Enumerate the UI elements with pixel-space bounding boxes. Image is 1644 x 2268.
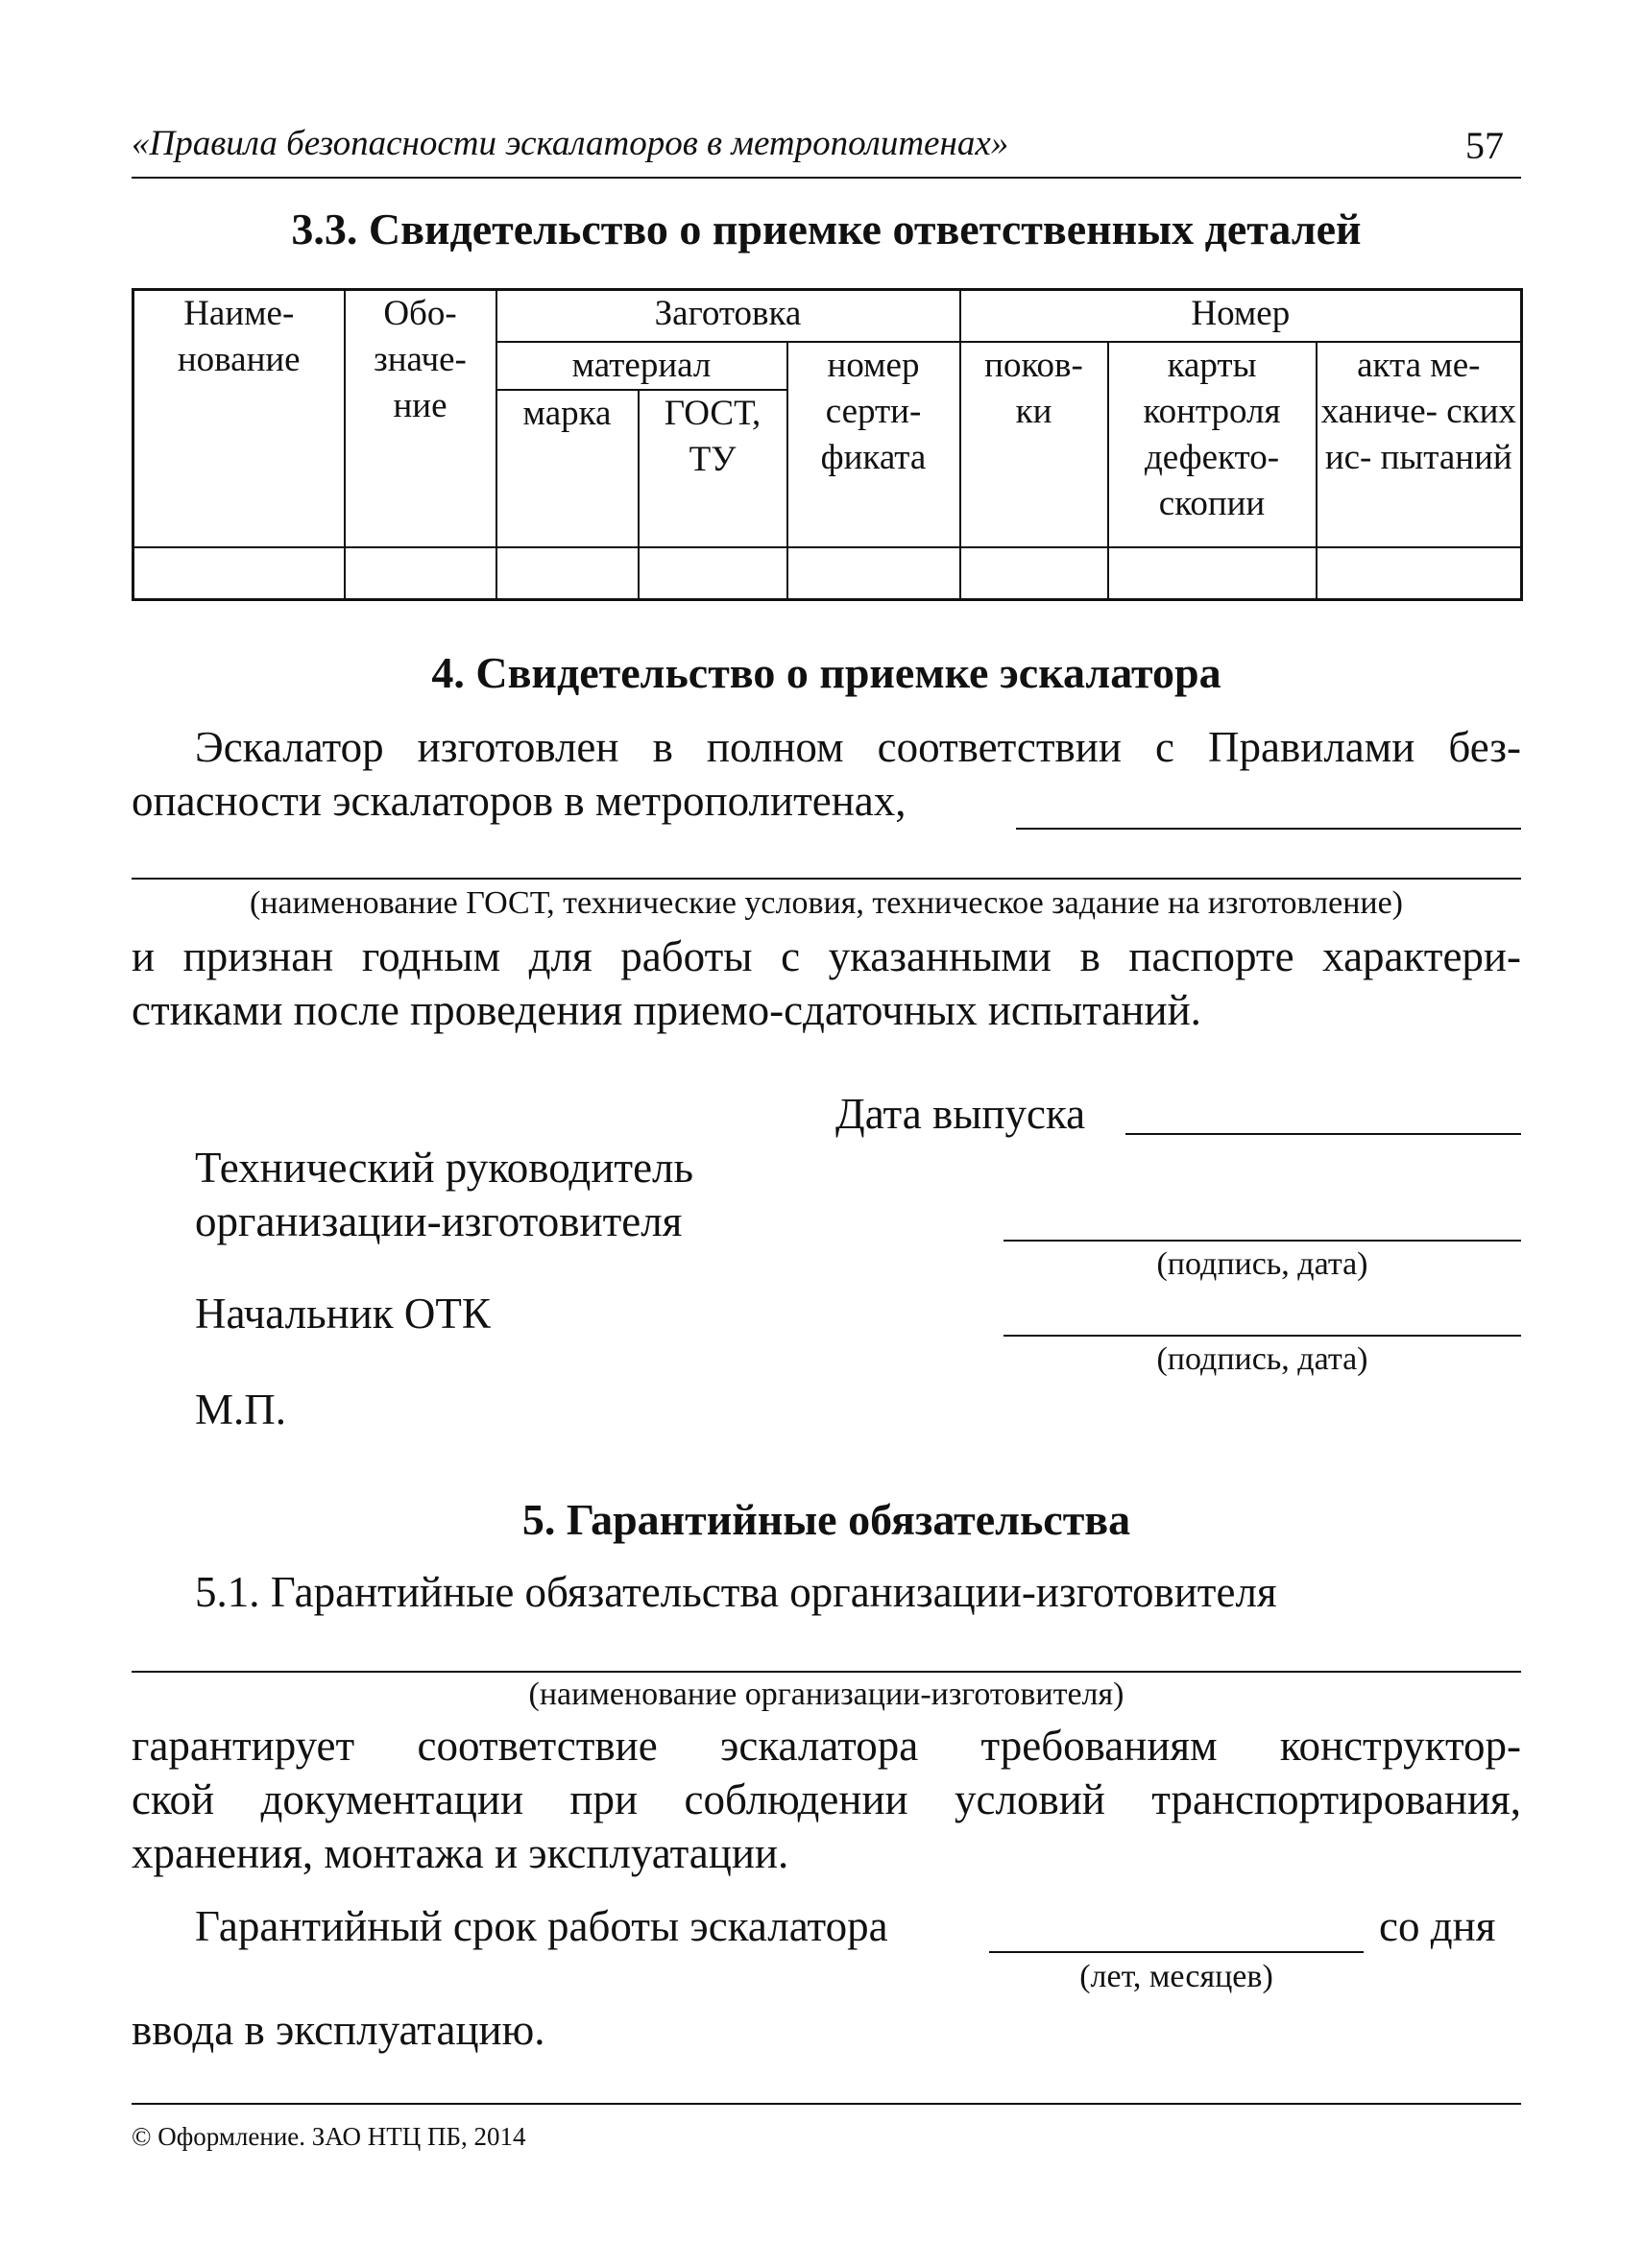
section-5-para-line3: хранения, монтажа и эксплуатации. <box>132 1829 789 1877</box>
running-title: «Правила безопасности эскалаторов в метрополитенах» <box>132 124 1009 163</box>
group-header-number: Номер <box>960 290 1522 343</box>
certificate-table <box>132 288 1523 601</box>
caption-term: (лет, месяцев) <box>1079 1959 1273 1994</box>
col-header-gost: ГОСТ, ТУ <box>639 390 787 547</box>
table-cell <box>1317 547 1522 600</box>
table-cell <box>1108 547 1317 600</box>
section-4-para1-line2: опасности эскалаторов в метрополитенах, <box>132 777 907 825</box>
footer-rule <box>132 2103 1521 2105</box>
section-4-title: 4. Свидетельство о приемке эскалатора <box>431 648 1221 697</box>
caption-signature-1: (подпись, дата) <box>1156 1246 1368 1282</box>
col-header-cert-number: номер серти- фиката <box>787 342 960 547</box>
table-cell <box>639 547 787 600</box>
qc-head-signature-line <box>1003 1335 1521 1337</box>
sub-header-material: материал <box>496 342 787 390</box>
col-header-designation: Обо- значе- ние <box>345 290 496 548</box>
group-header-blank: Заготовка <box>496 290 960 343</box>
footer-copyright: © Оформление. ЗАО НТЦ ПБ, 2014 <box>132 2122 526 2151</box>
caption-standard: (наименование ГОСТ, технические условия, техническое задание на изготовление) <box>249 885 1404 921</box>
section-5-para-line1: гарантирует соответствие эскалатора требованиям конструктор- <box>132 1722 1521 1770</box>
table-cell <box>496 547 639 600</box>
header-rule <box>132 177 1521 179</box>
section-4-para2-line1: и признан годным для работы с указанными в паспорте характери- <box>132 932 1521 980</box>
org-fill-line <box>132 1671 1521 1673</box>
caption-signature-2: (подпись, дата) <box>1156 1341 1368 1377</box>
section-4-para2-line2: стиками после проведения приемо-сдаточных испытаний. <box>132 986 1201 1034</box>
warranty-term-suffix: со дня <box>1379 1902 1496 1950</box>
seal-label: М.П. <box>195 1386 287 1434</box>
release-date-label: Дата выпуска <box>835 1090 1086 1138</box>
standard-fill-line-1 <box>1016 828 1521 830</box>
table-row <box>133 547 1522 600</box>
section-5-title: 5. Гарантийные обязательства <box>521 1495 1131 1544</box>
warranty-term-line <box>989 1951 1364 1953</box>
col-header-grade: марка <box>496 390 639 547</box>
tech-manager-line1: Технический руководитель <box>195 1144 694 1192</box>
page-number: 57 <box>1465 124 1504 167</box>
col-header-defect-map: карты контроля дефекто- скопии <box>1108 342 1317 547</box>
caption-org: (наименование организации-изготовителя) <box>528 1677 1124 1712</box>
table-cell <box>133 547 345 600</box>
section-3-3-title: 3.3. Свидетельство о приемке ответственных деталей <box>291 205 1362 253</box>
col-header-forging: поков- ки <box>960 342 1108 547</box>
warranty-term-label: Гарантийный срок работы эскалатора <box>195 1902 888 1950</box>
item-5-1: 5.1. Гарантийные обязательства организации-изготовителя <box>195 1568 1277 1616</box>
section-4-para1-line1: Эскалатор изготовлен в полном соответствии с Правилами без- <box>195 723 1521 771</box>
standard-fill-line-2 <box>132 878 1521 880</box>
section-5-para-line2: ской документации при соблюдении условий транспортирования, <box>132 1775 1521 1823</box>
table-cell <box>960 547 1108 600</box>
col-header-mech-test: акта ме- ханиче- ских ис- пытаний <box>1317 342 1522 547</box>
warranty-term-end: ввода в эксплуатацию. <box>132 2006 545 2054</box>
release-date-line <box>1125 1133 1521 1135</box>
table-cell <box>787 547 960 600</box>
qc-head-label: Начальник ОТК <box>195 1290 491 1338</box>
tech-manager-line2: организации-изготовителя <box>195 1197 683 1245</box>
table-cell <box>345 547 496 600</box>
col-header-name: Наиме- нование <box>133 290 345 548</box>
tech-manager-signature-line <box>1003 1240 1521 1242</box>
